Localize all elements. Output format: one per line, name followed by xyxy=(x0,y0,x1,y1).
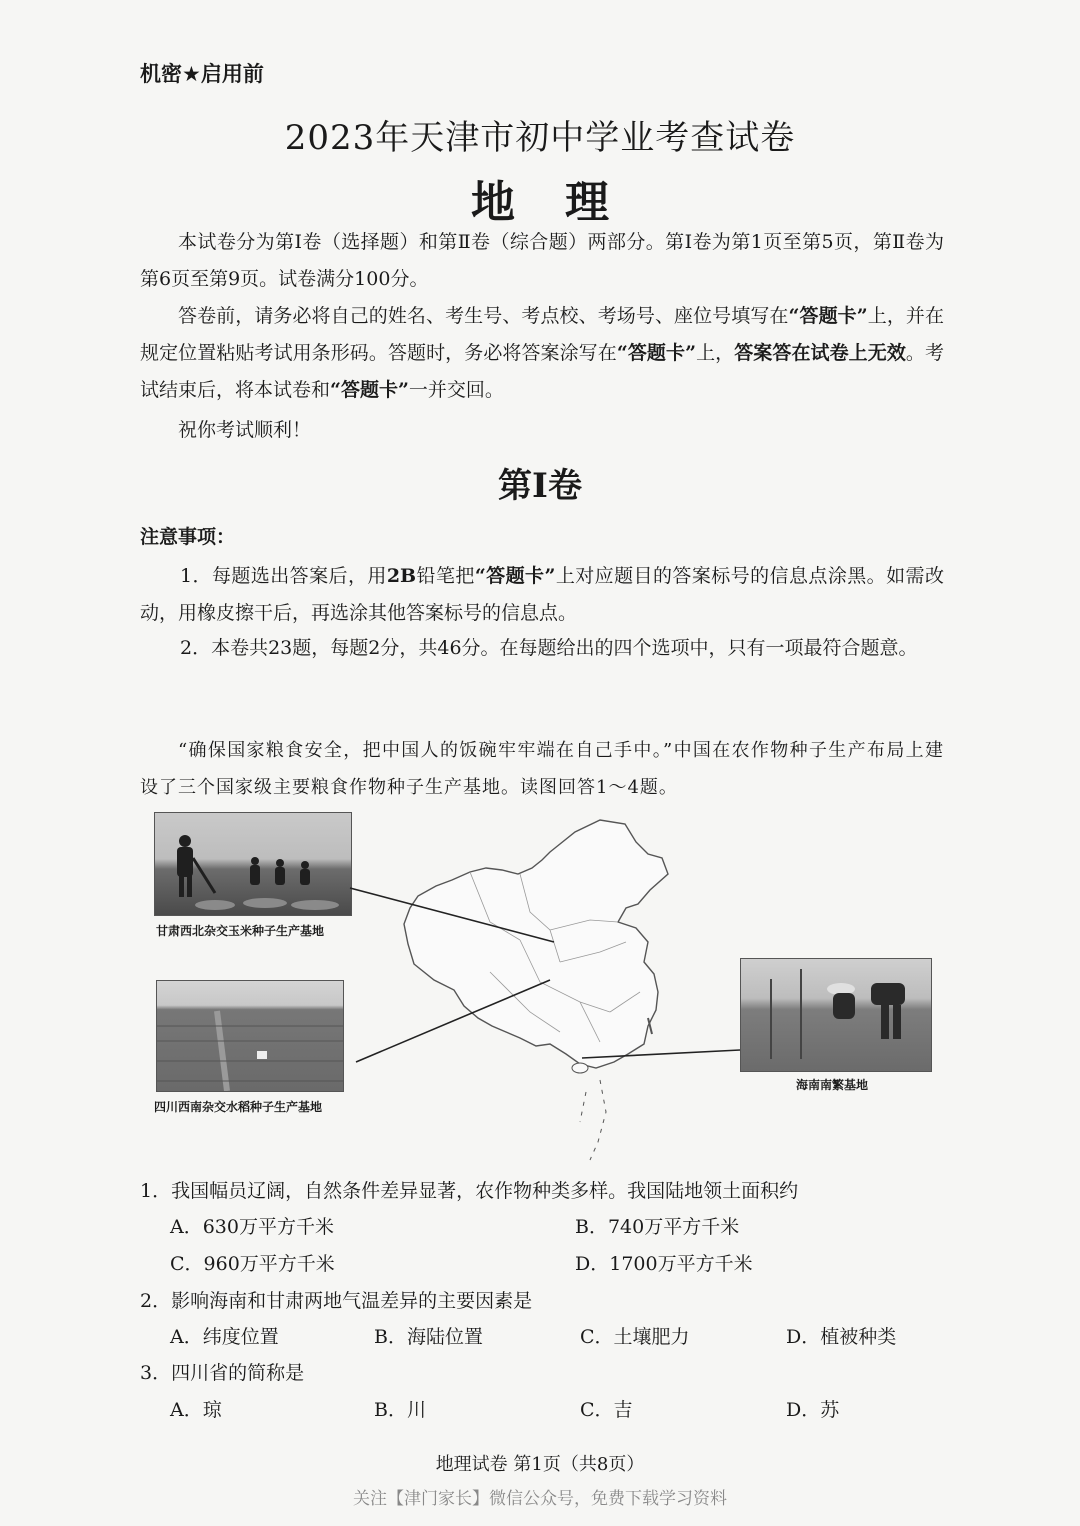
question-3-stem: 3．四川省的简称是 xyxy=(140,1362,305,1384)
question-2-option-b: B．海陆位置 xyxy=(374,1326,483,1348)
answer-card-term: “答题卡” xyxy=(788,305,868,327)
instruction-paragraph-1: 本试卷分为第Ⅰ卷（选择题）和第Ⅱ卷（综合题）两部分。第Ⅰ卷为第1页至第5页，第Ⅱ卷为第6页至第9页。试卷满分100分。 xyxy=(140,231,944,290)
question-1-option-a: A．630万平方千米 xyxy=(170,1216,334,1238)
invalid-answer-warning: 答案答在试卷上无效 xyxy=(734,342,906,364)
notice-text: 铅笔把 xyxy=(416,565,475,587)
question-1-option-d: D．1700万平方千米 xyxy=(575,1253,753,1275)
watermark-text: 关注【津门家长】微信公众号，免费下载学习资料 xyxy=(353,1489,727,1509)
question-1-stem: 1．我国幅员辽阔，自然条件差异显著，农作物种类多样。我国陆地领土面积约 xyxy=(140,1180,799,1202)
question-3-option-a: A．琼 xyxy=(170,1399,222,1421)
caption-sichuan: 四川西南杂交水稻种子生产基地 xyxy=(154,1100,323,1114)
connector-lines xyxy=(150,812,940,1172)
answer-card-term: “答题卡” xyxy=(474,565,556,587)
instruction-text: 上， xyxy=(696,342,735,364)
exam-title: 2023年天津市初中学业考查试卷 xyxy=(284,118,796,158)
question-2-stem: 2．影响海南和甘肃两地气温差异的主要因素是 xyxy=(140,1290,533,1312)
subject-title: 地理 xyxy=(471,177,659,228)
question-2-option-d: D．植被种类 xyxy=(786,1326,897,1348)
question-1-option-c: C．960万平方千米 xyxy=(170,1253,335,1275)
notice-item-1 xyxy=(140,558,944,632)
notice-heading: 注意事项： xyxy=(140,526,236,548)
notice-text: 上对应题目的答案标号的信息点涂黑。如需改动，用橡皮擦干后，再选涂其他答案标号的信息点。 xyxy=(140,565,944,624)
question-3-option-d: D．苏 xyxy=(786,1399,840,1421)
question-2-option-a: A．纬度位置 xyxy=(170,1326,279,1348)
good-luck-text: 祝你考试顺利！ xyxy=(178,419,312,441)
question-1-option-b: B．740万平方千米 xyxy=(575,1216,740,1238)
pencil-type: 2B xyxy=(386,565,417,587)
instruction-text: 。考试结束后，将本试卷和 xyxy=(140,342,944,401)
question-3-option-b: B．川 xyxy=(374,1399,426,1421)
caption-hainan: 海南南繁基地 xyxy=(796,1078,869,1092)
confidential-label: 机密★启用前 xyxy=(140,62,264,86)
question-intro: “确保国家粮食安全，把中国人的饭碗牢牢端在自己手中。”中国在农作物种子生产布局上建设了三个国家级主要粮食作物种子生产基地。读图回答1～4题。 xyxy=(140,740,944,798)
instruction-text: 答卷前，请务必将自己的姓名、考生号、考点校、考场号、座位号填写在 xyxy=(178,305,789,327)
notice-text: 1．每题选出答案后，用 xyxy=(180,565,387,587)
notice-item-2: 2．本卷共23题，每题2分，共46分。在每题给出的四个选项中，只有一项最符合题意。 xyxy=(180,637,918,659)
figure-china-seed-bases xyxy=(150,812,940,1172)
caption-gansu: 甘肃西北杂交玉米种子生产基地 xyxy=(156,924,325,938)
question-2-option-c: C．土壤肥力 xyxy=(580,1326,690,1348)
question-3-option-c: C．吉 xyxy=(580,1399,633,1421)
page-footer: 地理试卷 第1页（共8页） xyxy=(435,1454,645,1475)
answer-card-term: “答题卡” xyxy=(330,379,409,401)
volume-title: 第Ⅰ卷 xyxy=(498,466,582,506)
instruction-text: 上，并在规定位置粘贴考试用条形码。答题时，务必将答案涂写在 xyxy=(140,305,944,364)
answer-card-term: “答题卡” xyxy=(616,342,696,364)
instruction-text: 一并交回。 xyxy=(408,379,504,401)
instruction-paragraph-2 xyxy=(140,298,944,409)
